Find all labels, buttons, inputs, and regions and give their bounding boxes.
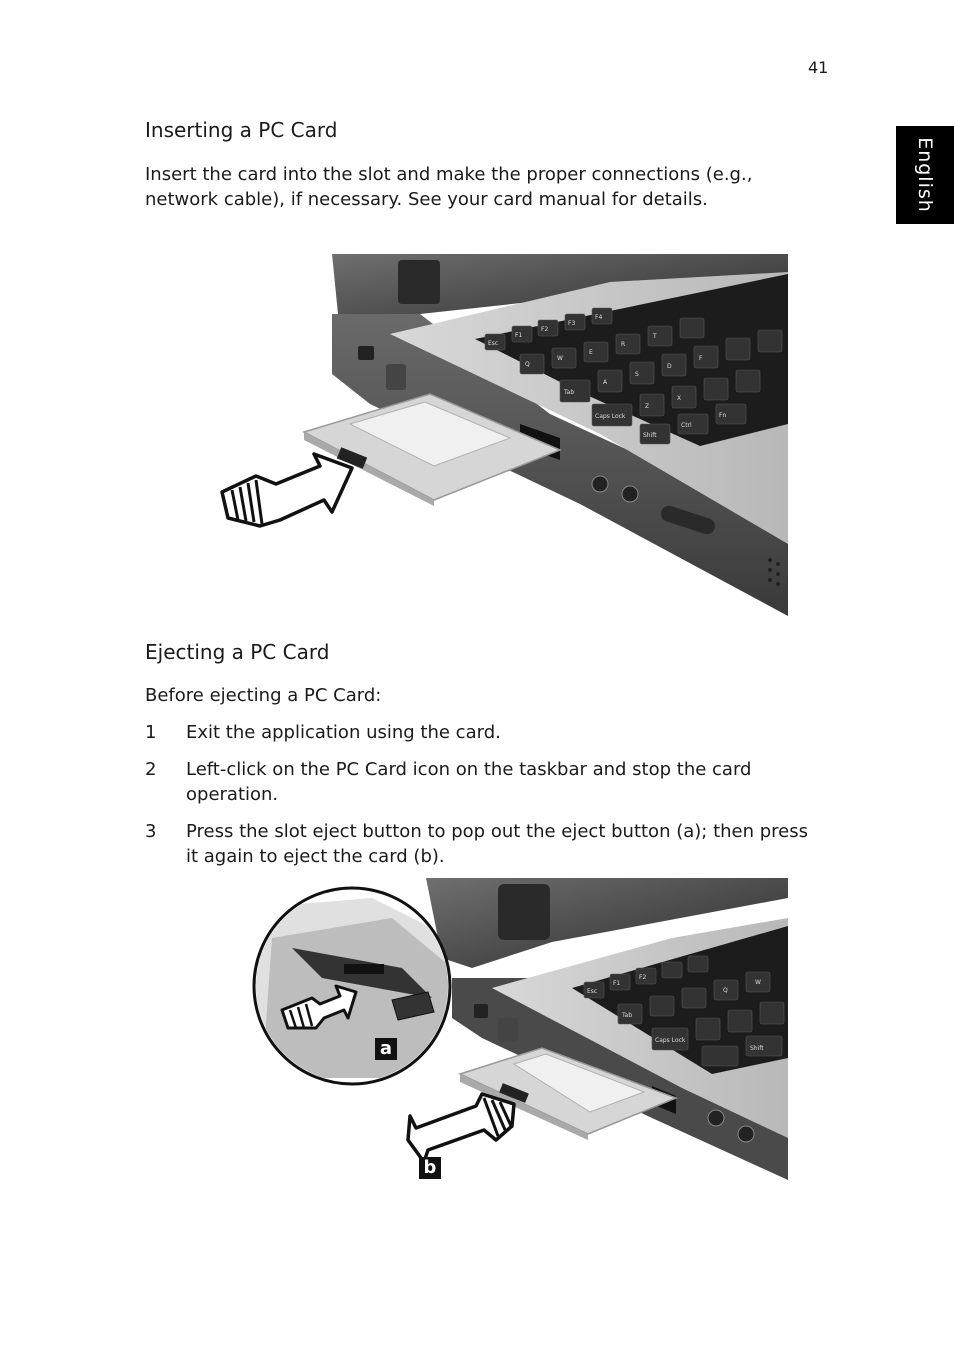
key-label: T (653, 333, 657, 340)
step-number: 2 (145, 759, 157, 780)
step-text: Press the slot eject button to pop out the eject button (a); then press it again to eject the card (b). (186, 821, 808, 867)
inserting-paragraph: Insert the card into the slot and make the proper connections (e.g., network cable), if necessary. See your card manual for details. (145, 164, 753, 210)
language-tab-label: English (914, 137, 936, 213)
key-label: Caps Lock (655, 1037, 686, 1044)
key-label: R (621, 341, 626, 348)
key-label: Tab (622, 1012, 633, 1019)
key-label: E (589, 349, 593, 356)
key-label: Esc (587, 988, 598, 995)
key-label: Caps Lock (595, 413, 626, 420)
key-label: Fn (719, 412, 727, 419)
key-label: F3 (568, 320, 576, 327)
step-number: 1 (145, 722, 157, 743)
section-heading-ejecting: Ejecting a PC Card (145, 640, 330, 664)
step-text: Exit the application using the card. (186, 722, 501, 743)
key-label: Shift (750, 1045, 764, 1052)
label-a: a (375, 1038, 397, 1060)
key-label: F4 (595, 314, 603, 321)
key-label: F1 (613, 980, 621, 987)
key-label: F2 (639, 974, 647, 981)
key-label: Esc (488, 340, 499, 347)
key-label: X (677, 395, 682, 402)
language-tab (896, 126, 954, 224)
key-label: D (667, 363, 672, 370)
key-label: Q (525, 361, 530, 368)
key-label: A (603, 379, 608, 386)
key-label: W (557, 355, 563, 362)
key-label: F (699, 355, 703, 362)
label-b: b (419, 1157, 441, 1179)
key-label: S (635, 371, 639, 378)
key-label: Tab (564, 389, 575, 396)
figure-insert-pc-card (220, 254, 788, 616)
section-heading-inserting: Inserting a PC Card (145, 118, 338, 142)
step-number: 3 (145, 821, 157, 842)
key-label: F2 (541, 326, 549, 333)
key-label: F1 (515, 332, 523, 339)
key-label: Q (723, 987, 728, 994)
key-label: Shift (643, 432, 657, 439)
key-label: W (755, 979, 761, 986)
key-label: Z (645, 403, 650, 410)
ejecting-intro: Before ejecting a PC Card: (145, 685, 382, 706)
figure-eject-pc-card (252, 878, 788, 1180)
page-number: 41 (808, 58, 829, 77)
key-label: Ctrl (681, 422, 692, 429)
step-text: Left-click on the PC Card icon on the taskbar and stop the card operation. (186, 759, 752, 805)
